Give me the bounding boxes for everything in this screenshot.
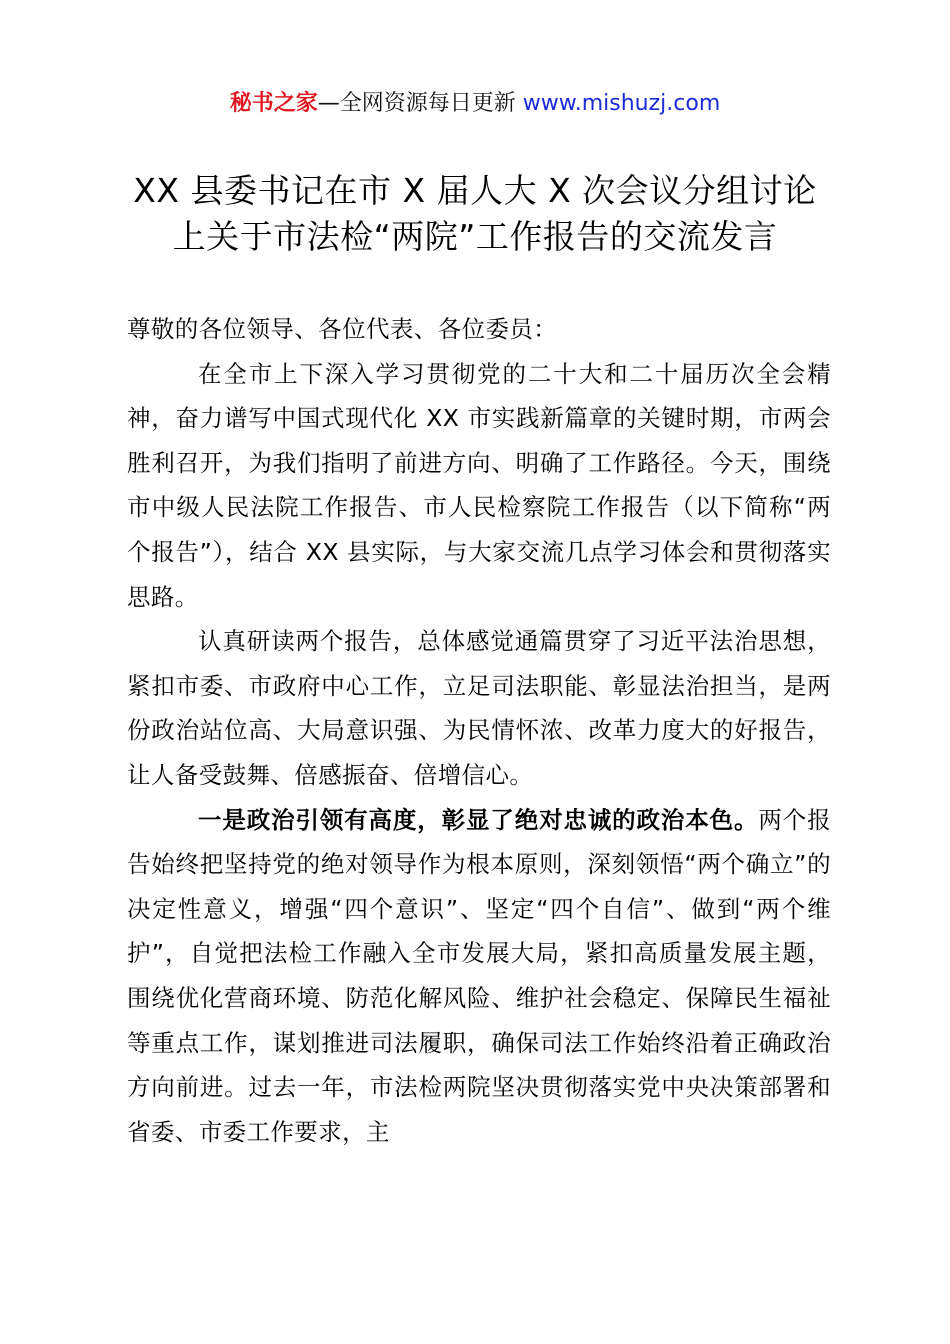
paragraph-intro: 在全市上下深入学习贯彻党的二十大和二十届历次全会精神，奋力谱写中国式现代化 XX 市实践新篇章的关键时期，市两会胜利召开，为我们指明了前进方向、明确了工作路径。今天，围绕市中级人民法院工作报告、市人民检察院工作报告（以下简称“两个报告”），结合 XX 县实际，与大家交流几点学习体会和贯彻落实思路。 <box>127 359 831 611</box>
document-title <box>60 168 890 260</box>
site-header <box>0 86 950 122</box>
title-line-1: XX 县委书记在市 X 届人大 X 次会议分组讨论 <box>133 171 817 210</box>
paragraph-overview: 认真研读两个报告，总体感觉通篇贯穿了习近平法治思想，紧扣市委、市政府中心工作，立足司法职能、彰显法治担当，是两份政治站位高、大局意识强、为民情怀浓、改革力度大的好报告，让人备受鼓舞、倍感振奋、倍增信心。 <box>127 627 831 789</box>
brand-name: 秘书之家 <box>229 91 318 116</box>
document-body <box>127 307 831 1154</box>
site-url-link[interactable]: www.mishuzj.com <box>522 91 721 116</box>
title-line-2: 上关于市法检“两院”工作报告的交流发言 <box>172 217 778 256</box>
point-one-text: 两个报告始终把坚持党的绝对领导作为根本原则，深刻领悟“两个确立”的决定性意义，增强“四个意识”、坚定“四个自信”、做到“两个维护”，自觉把法检工作融入全市发展大局，紧扣高质量发展主题，围绕优化营商环境、防范化解风险、维护社会稳定、保障民生福祉等重点工作，谋划推进司法履职，确保司法工作始终沿着正确政治方向前进。过去一年，市法检两院坚决贯彻落实党中央决策部署和省委、市委工作要求，主 <box>127 805 832 1146</box>
point-one-heading: 一是政治引领有高度，彰显了绝对忠诚的政治本色。 <box>198 805 759 834</box>
header-tagline: —全网资源每日更新 <box>317 91 523 116</box>
salutation: 尊敬的各位领导、各位代表、各位委员： <box>127 315 558 343</box>
paragraph-point-one <box>127 798 831 1155</box>
